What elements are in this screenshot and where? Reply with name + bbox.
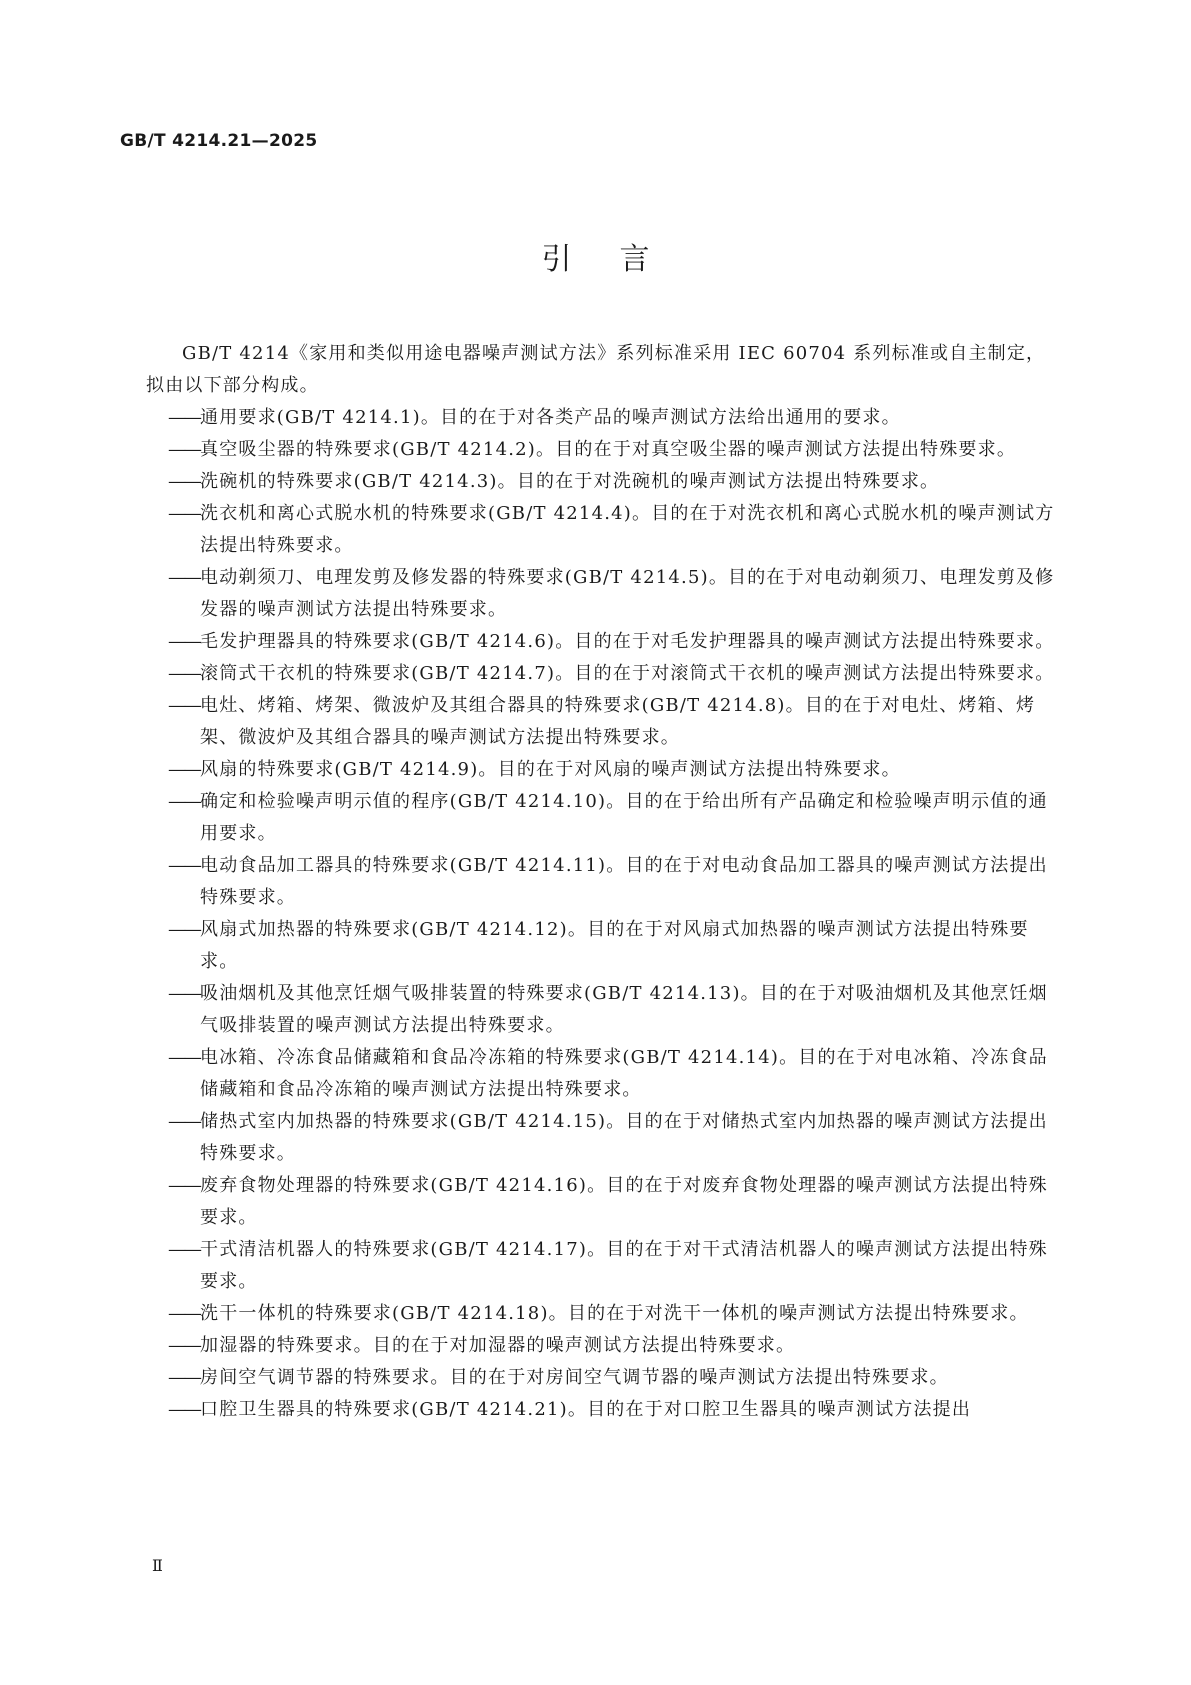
list-item-dash: —— — [168, 663, 200, 684]
list-item-dash: —— — [168, 1303, 200, 1324]
list-item-text: 洗碗机的特殊要求(GB/T 4214.3)。目的在于对洗碗机的噪声测试方法提出特殊要求。 — [200, 471, 940, 492]
list-item — [146, 1234, 1058, 1298]
list-item-text: 电冰箱、冷冻食品储藏箱和食品冷冻箱的特殊要求(GB/T 4214.14)。目的在于对电冰箱、冷冻食品储藏箱和食品冷冻箱的噪声测试方法提出特殊要求。 — [200, 1047, 1048, 1100]
list-item-text: 废弃食物处理器的特殊要求(GB/T 4214.16)。目的在于对废弃食物处理器的噪声测试方法提出特殊要求。 — [200, 1175, 1048, 1228]
list-item-text: 加湿器的特殊要求。目的在于对加湿器的噪声测试方法提出特殊要求。 — [200, 1335, 796, 1356]
list-item-dash: —— — [168, 695, 200, 716]
list-item-dash: —— — [168, 1175, 200, 1196]
list-item — [146, 1170, 1058, 1234]
page-number: Ⅱ — [152, 1556, 163, 1575]
page-title: 引言 — [541, 242, 698, 277]
list-item — [146, 690, 1058, 754]
list-item-text: 确定和检验噪声明示值的程序(GB/T 4214.10)。目的在于给出所有产品确定和检验噪声明示值的通用要求。 — [200, 791, 1048, 844]
list-item — [146, 850, 1058, 914]
list-item-dash: —— — [168, 1335, 200, 1356]
list-item-text: 风扇式加热器的特殊要求(GB/T 4214.12)。目的在于对风扇式加热器的噪声测试方法提出特殊要求。 — [200, 919, 1029, 972]
list-item-text: 储热式室内加热器的特殊要求(GB/T 4214.15)。目的在于对储热式室内加热器的噪声测试方法提出特殊要求。 — [200, 1111, 1048, 1164]
list-item — [146, 1298, 1058, 1330]
list-item-text: 干式清洁机器人的特殊要求(GB/T 4214.17)。目的在于对干式清洁机器人的噪声测试方法提出特殊要求。 — [200, 1239, 1048, 1292]
list-item-text: 风扇的特殊要求(GB/T 4214.9)。目的在于对风扇的噪声测试方法提出特殊要求。 — [200, 759, 901, 780]
list-item — [146, 1362, 1058, 1394]
list-item-dash: —— — [168, 1111, 200, 1132]
list-item-dash: —— — [168, 503, 200, 524]
list-item-text: 电动食品加工器具的特殊要求(GB/T 4214.11)。目的在于对电动食品加工器具的噪声测试方法提出特殊要求。 — [200, 855, 1048, 908]
list-item-dash: —— — [168, 919, 200, 940]
list-item — [146, 658, 1058, 690]
list-item-dash: —— — [168, 791, 200, 812]
list-item — [146, 434, 1058, 466]
list-item-text: 电灶、烤箱、烤架、微波炉及其组合器具的特殊要求(GB/T 4214.8)。目的在于对电灶、烤箱、烤架、微波炉及其组合器具的噪声测试方法提出特殊要求。 — [200, 695, 1036, 748]
standard-code-header: GB/T 4214.21—2025 — [120, 131, 318, 151]
list-item-text: 毛发护理器具的特殊要求(GB/T 4214.6)。目的在于对毛发护理器具的噪声测试方法提出特殊要求。 — [200, 631, 1055, 652]
list-item — [146, 626, 1058, 658]
list-item-dash: —— — [168, 567, 200, 588]
list-item — [146, 402, 1058, 434]
list-item-dash: —— — [168, 855, 200, 876]
list-item-text: 真空吸尘器的特殊要求(GB/T 4214.2)。目的在于对真空吸尘器的噪声测试方法提出特殊要求。 — [200, 439, 1017, 460]
list-item-dash: —— — [168, 1399, 200, 1420]
list-item — [146, 466, 1058, 498]
intro-paragraph: GB/T 4214《家用和类似用途电器噪声测试方法》系列标准采用 IEC 60704 系列标准或自主制定，拟由以下部分构成。 — [146, 343, 1046, 396]
list-item — [146, 978, 1058, 1042]
list-item-dash: —— — [168, 759, 200, 780]
list-item-text: 房间空气调节器的特殊要求。目的在于对房间空气调节器的噪声测试方法提出特殊要求。 — [200, 1367, 949, 1388]
list-item-text: 滚筒式干衣机的特殊要求(GB/T 4214.7)。目的在于对滚筒式干衣机的噪声测试方法提出特殊要求。 — [200, 663, 1055, 684]
list-item-dash: —— — [168, 631, 200, 652]
list-item-dash: —— — [168, 471, 200, 492]
list-item-dash: —— — [168, 983, 200, 1004]
document-body — [146, 338, 1058, 1426]
list-item-dash: —— — [168, 1047, 200, 1068]
list-item-dash: —— — [168, 407, 200, 428]
list-item — [146, 1042, 1058, 1106]
list-item-dash: —— — [168, 1239, 200, 1260]
parts-list — [146, 402, 1058, 1426]
list-item — [146, 786, 1058, 850]
list-item — [146, 498, 1058, 562]
list-item-text: 洗干一体机的特殊要求(GB/T 4214.18)。目的在于对洗干一体机的噪声测试方法提出特殊要求。 — [200, 1303, 1029, 1324]
list-item — [146, 1394, 1058, 1426]
list-item-text: 洗衣机和离心式脱水机的特殊要求(GB/T 4214.4)。目的在于对洗衣机和离心式脱水机的噪声测试方法提出特殊要求。 — [200, 503, 1055, 556]
list-item-dash: —— — [168, 1367, 200, 1388]
list-item-text: 通用要求(GB/T 4214.1)。目的在于对各类产品的噪声测试方法给出通用的要求。 — [200, 407, 901, 428]
list-item — [146, 1330, 1058, 1362]
list-item — [146, 754, 1058, 786]
list-item-dash: —— — [168, 439, 200, 460]
list-item — [146, 914, 1058, 978]
list-item-text: 吸油烟机及其他烹饪烟气吸排装置的特殊要求(GB/T 4214.13)。目的在于对吸油烟机及其他烹饪烟气吸排装置的噪声测试方法提出特殊要求。 — [200, 983, 1048, 1036]
list-item — [146, 1106, 1058, 1170]
list-item-text: 口腔卫生器具的特殊要求(GB/T 4214.21)。目的在于对口腔卫生器具的噪声测试方法提出 — [200, 1399, 972, 1420]
list-item-text: 电动剃须刀、电理发剪及修发器的特殊要求(GB/T 4214.5)。目的在于对电动剃须刀、电理发剪及修发器的噪声测试方法提出特殊要求。 — [200, 567, 1055, 620]
list-item — [146, 562, 1058, 626]
